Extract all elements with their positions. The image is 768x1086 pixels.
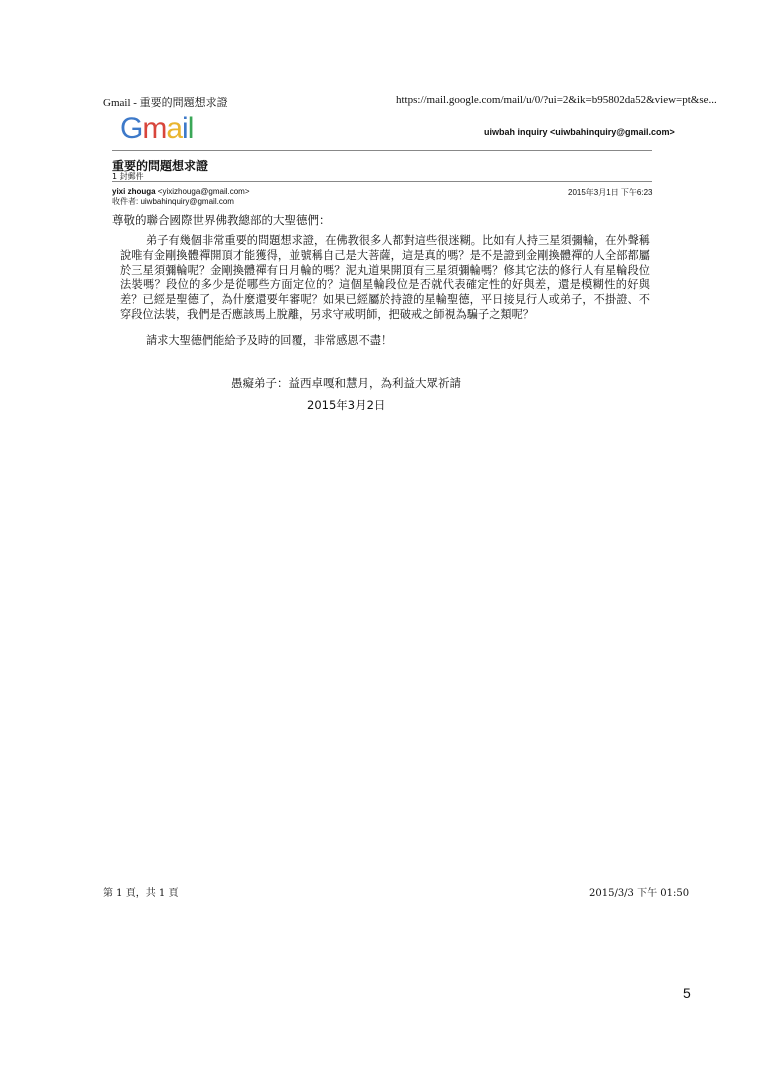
gmail-logo (120, 112, 193, 146)
logo-letter-g: G (120, 112, 143, 145)
print-footer-timestamp: 2015/3/3 下午 01:50 (589, 888, 690, 899)
email-signature: 愚癡弟子：益西卓嘎和慧月，為利益大眾祈請 (231, 376, 461, 390)
sender (112, 187, 250, 196)
logo-letter-m: m (142, 112, 167, 145)
email-greeting: 尊敬的聯合國際世界佛教總部的大聖德們： (112, 213, 331, 227)
print-header-title: Gmail - 重要的問題想求證 (103, 97, 228, 109)
sender-name: yixi zhouga (112, 187, 156, 196)
email-subject: 重要的問題想求證 (112, 159, 209, 173)
logo-letter-a: a (166, 112, 183, 145)
divider (112, 150, 652, 151)
email-body-paragraph-2: 請求大聖德們能給予及時的回覆，非常感恩不盡！ (146, 334, 393, 347)
account-label: uiwbah inquiry <uiwbahinquiry@gmail.com> (484, 127, 675, 137)
print-footer-page: 第 1 頁，共 1 頁 (103, 888, 179, 899)
signature-date: 2015年3月2日 (307, 398, 386, 412)
logo-letter-i: i (182, 112, 188, 145)
recipient: 收件者: uiwbahinquiry@gmail.com (112, 197, 234, 206)
divider (112, 181, 652, 182)
print-header-url: https://mail.google.com/mail/u/0/?ui=2&ik=b95802da52&view=pt&se... (396, 94, 717, 106)
message-count: 1 封郵件 (112, 172, 144, 181)
logo-letter-l: l (187, 112, 194, 145)
email-body-paragraph-1: 弟子有幾個非常重要的問題想求證，在佛教很多人都對這些很迷糊。比如有人持三星須彌輪，在外聲稱說唯有金剛換體禪開頂才能獲得，並號稱自己是大菩薩，這是真的嗎？是不是證到金剛換體禪的人全部都屬於三星須彌輪呢？金剛換體禪有日月輪的嗎？泥丸道果開頂有三星須彌輪嗎？修其它法的修行人有星輪段位法裝嗎？段位的多少是從哪些方面定位的？這個星輪段位是否就代表確定性的好與差，還是模糊性的好與差？已經是聖德了，為什麼還要年審呢？如果已經屬於持證的星輪聖德，平日接見行人或弟子，不掛證、不穿段位法裝，我們是否應該馬上脫離，另求守戒明師，把破戒之師視為騙子之類呢？ (120, 234, 650, 321)
sender-email: <yixizhouga@gmail.com> (157, 187, 250, 196)
sent-date: 2015年3月1日 下午6:23 (568, 188, 653, 197)
document-page-number: 5 (683, 985, 691, 1001)
